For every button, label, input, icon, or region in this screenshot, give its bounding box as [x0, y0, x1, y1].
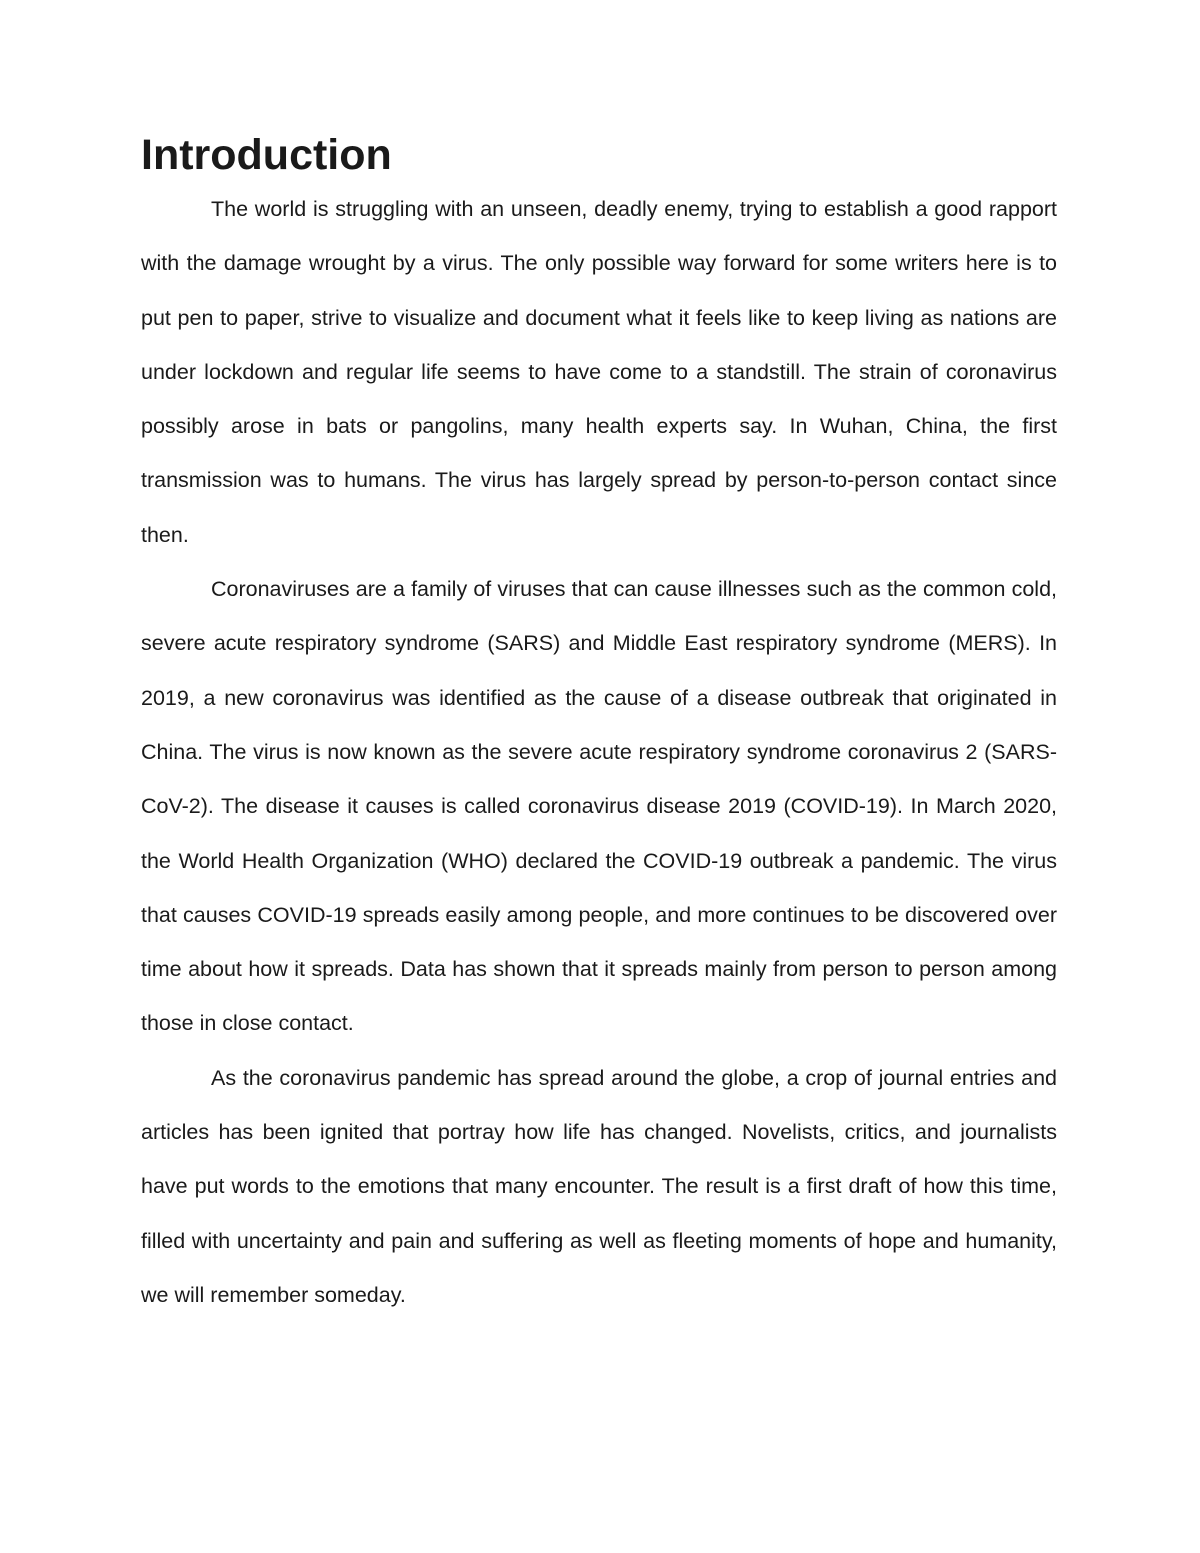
section-heading: Introduction	[141, 131, 392, 179]
document-body	[141, 128, 1057, 1322]
paragraph-1: The world is struggling with an unseen, deadly enemy, trying to establish a good rapport with the damage wrought by a virus. The only possible way forward for some writers here is to put pen to paper, strive to visualize and document what it feels like to keep living as nations are under lockdown and regular life seems to have come to a standstill. The strain of coronavirus possibly arose in bats or pangolins, many health experts say. In Wuhan, China, the first transmission was to humans. The virus has largely spread by person-to-person contact since then.	[141, 197, 1057, 547]
paragraph-3: As the coronavirus pandemic has spread around the globe, a crop of journal entries and articles has been ignited that portray how life has changed. Novelists, critics, and journalists have put words to the emotions that many encounter. The result is a first draft of how this time, filled with uncertainty and pain and suffering as well as fleeting moments of hope and humanity, we will remember someday.	[141, 1065, 1057, 1307]
paragraph-2: Coronaviruses are a family of viruses that can cause illnesses such as the common cold, severe acute respiratory syndrome (SARS) and Middle East respiratory syndrome (MERS). In 2019, a new coronavirus was identified as the cause of a disease outbreak that originated in China. The virus is now known as the severe acute respiratory syndrome coronavirus 2 (SARS-CoV-2). The disease it causes is called coronavirus disease 2019 (COVID-19). In March 2020, the World Health Organization (WHO) declared the COVID-19 outbreak a pandemic. The virus that causes COVID-19 spreads easily among people, and more continues to be discovered over time about how it spreads. Data has shown that it spreads mainly from person to person among those in close contact.	[141, 577, 1057, 1036]
